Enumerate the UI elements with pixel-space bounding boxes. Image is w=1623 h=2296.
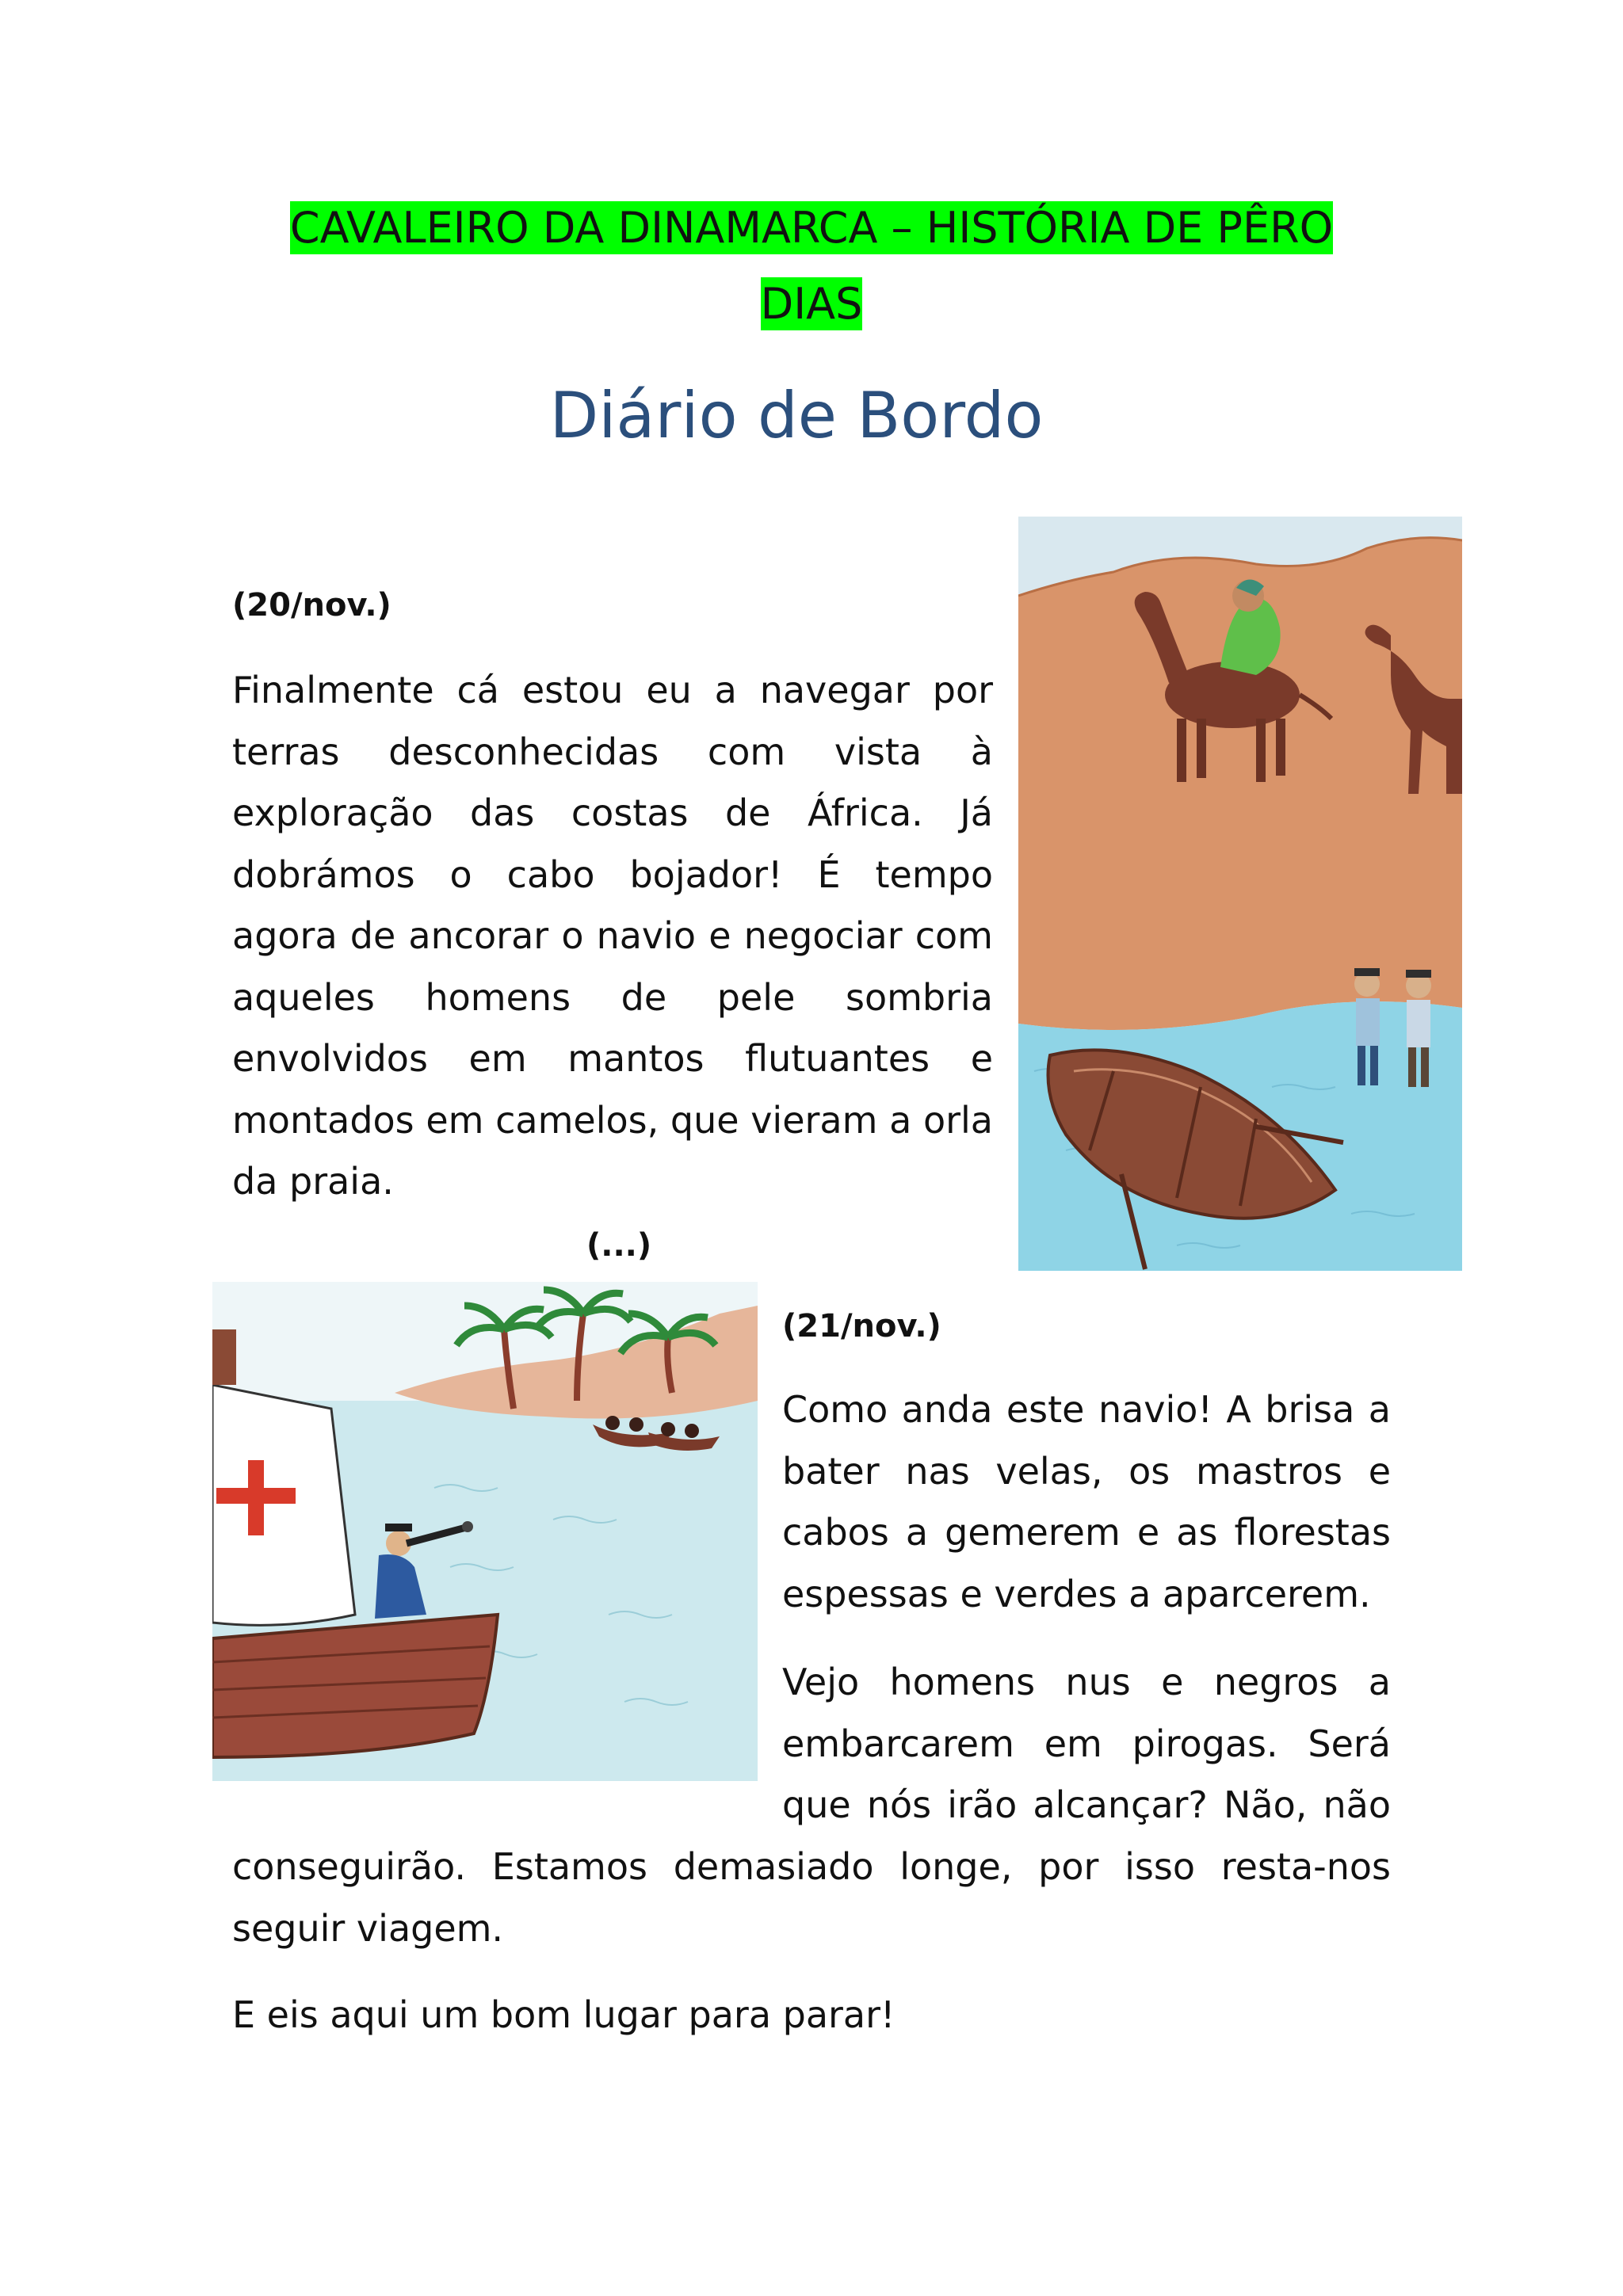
desert-camels-rowboat-drawing — [1018, 517, 1462, 1271]
ship-pirogues-palms-drawing — [212, 1282, 758, 1781]
title-highlight: CAVALEIRO DA DINAMARCA – HISTÓRIA DE PÊRO — [289, 203, 1334, 253]
entry-20-nov-text: Finalmente cá estou eu a navegar por terras desconhecidas com vista à exploração das costas de África. Já dobrámos o cabo bojador! É tempo agora de ancorar o navio e negociar com aqueles homens de pele sombria envolvidos em mantos flutuantes e montados em camelos, que vieram a orla da praia. — [232, 669, 993, 1203]
entry-date-20-nov: (20/nov.) — [232, 587, 391, 624]
entry-21-nov-paragraph-1: Como anda este navio! A brisa a bater nas velas, os mastros e cabos a gemerem e as florestas espessas e verdes a aparcerem. — [782, 1388, 1391, 1615]
entry-21-nov-paragraph-2-continued: conseguirão. Estamos demasiado longe, por isso resta-nos seguir viagem. — [232, 1845, 1391, 1950]
entry-21-nov-paragraph-2-wrapped: Vejo homens nus e negros a embarcarem em pirogas. Será que nós irão alcançar? Não, não — [782, 1661, 1391, 1826]
ellipsis-marker: (...) — [586, 1227, 652, 1264]
title-highlight: DIAS — [760, 279, 863, 329]
ship-hull-icon — [212, 1615, 498, 1757]
document-title-line-2 — [0, 273, 1623, 336]
entry-date-21-nov: (21/nov.) — [782, 1308, 941, 1344]
closing-line: E eis aqui um bom lugar para parar! — [232, 1993, 896, 2036]
document-title-line-1 — [0, 196, 1623, 260]
document-subtitle: Diário de Bordo — [549, 379, 1044, 452]
